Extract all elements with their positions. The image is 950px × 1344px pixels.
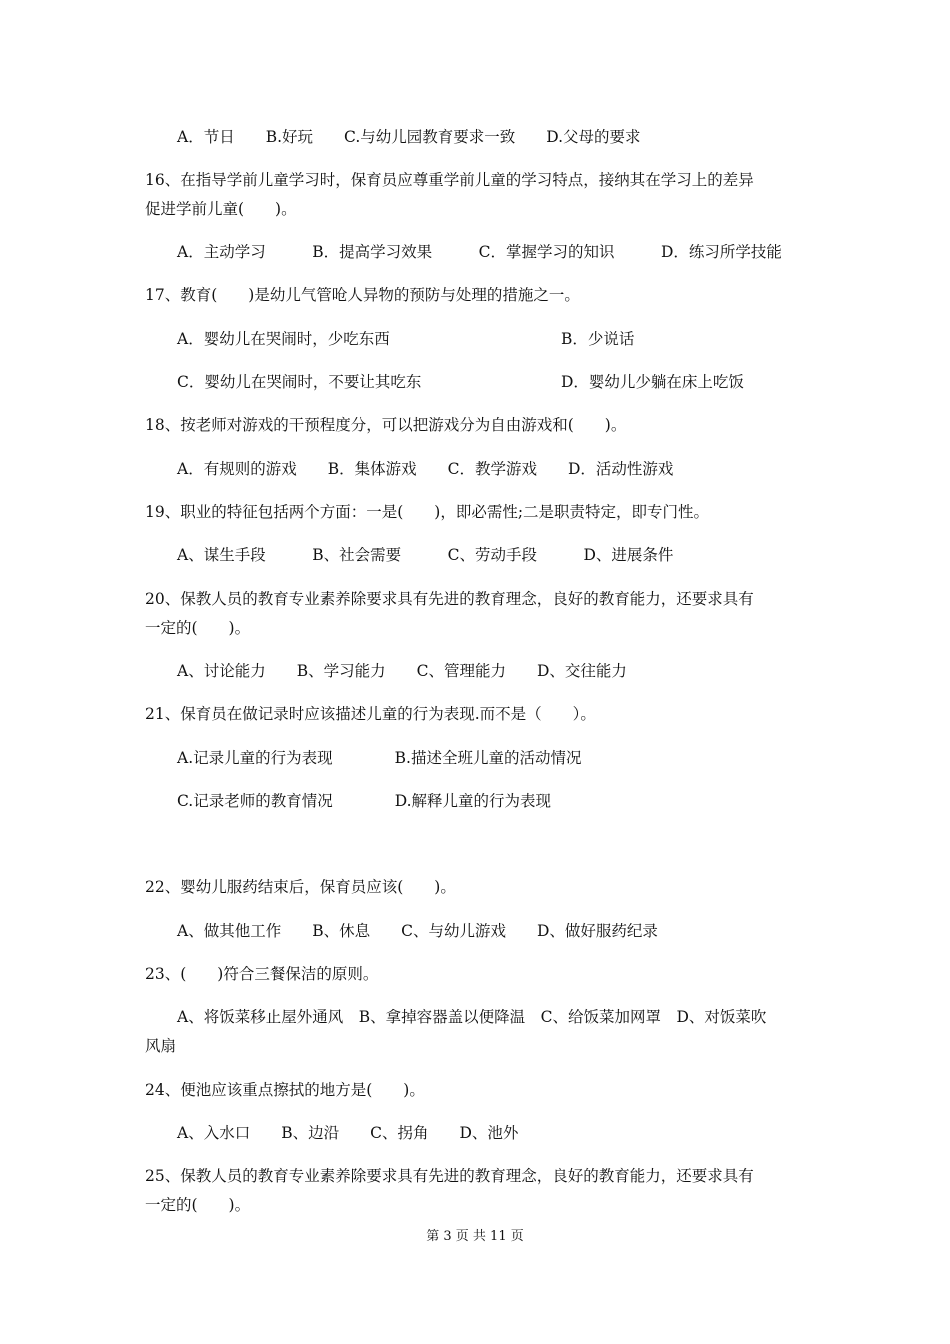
q17-option-a: A．婴幼儿在哭闹时，少吃东西 [177,330,390,348]
q21-stem: 21、保育员在做记录时应该描述儿童的行为表现.而不是（ ）。 [145,705,596,723]
page-footer [0,1228,950,1246]
q23-options-line2: 风扇 [145,1037,177,1055]
q22-stem: 22、婴幼儿服药结束后，保育员应该( )。 [145,878,456,896]
q23-stem: 23、( )符合三餐保洁的原则。 [145,965,379,983]
q19-options: A、谋生手段 B、社会需要 C、劳动手段 D、进展条件 [177,546,674,564]
q20-stem-line2: 一定的( )。 [145,619,251,637]
q24-stem: 24、便池应该重点擦拭的地方是( )。 [145,1081,425,1099]
q18-options: A．有规则的游戏 B．集体游戏 C．教学游戏 D．活动性游戏 [177,460,674,478]
q17-option-b: B．少说话 [561,330,635,348]
page-number: 第 3 页 共 11 页 [426,1229,524,1244]
q25-stem-line1: 25、保教人员的教育专业素养除要求具有先进的教育理念，良好的教育能力，还要求具有 [145,1167,754,1185]
q16-stem-line1: 16、在指导学前儿童学习时，保育员应尊重学前儿童的学习特点，接纳其在学习上的差异 [145,171,754,189]
q20-stem-line1: 20、保教人员的教育专业素养除要求具有先进的教育理念，良好的教育能力，还要求具有 [145,590,754,608]
q22-options: A、做其他工作 B、休息 C、与幼儿游戏 D、做好服药纪录 [177,922,658,940]
q17-option-c: C．婴幼儿在哭闹时，不要让其吃东 [177,373,422,391]
q16-stem-line2: 促进学前儿童( )。 [145,200,297,218]
q20-options: A、讨论能力 B、学习能力 C、管理能力 D、交往能力 [177,662,627,680]
q23-options-line1: A、将饭菜移止屋外通风 B、拿掉容器盖以便降温 C、给饭菜加网罩 D、对饭菜吹 [177,1008,767,1026]
q21-options-ab: A.记录儿童的行为表现 B.描述全班儿童的活动情况 [177,749,582,767]
q15-options: A．节日 B.好玩 C.与幼儿园教育要求一致 D.父母的要求 [177,128,641,146]
q17-stem: 17、教育( )是幼儿气管呛人异物的预防与处理的措施之一。 [145,286,580,304]
q25-stem-line2: 一定的( )。 [145,1196,251,1214]
q16-options: A．主动学习 B．提高学习效果 C．掌握学习的知识 D．练习所学技能 [177,243,782,261]
q18-stem: 18、按老师对游戏的干预程度分，可以把游戏分为自由游戏和( )。 [145,416,627,434]
q24-options: A、入水口 B、边沿 C、拐角 D、池外 [177,1124,519,1142]
q19-stem: 19、职业的特征包括两个方面：一是( )，即必需性;二是职责特定，即专门性。 [145,503,710,521]
q17-option-d: D．婴幼儿少躺在床上吃饭 [561,373,744,391]
q21-options-cd: C.记录老师的教育情况 D.解释儿童的行为表现 [177,792,552,810]
